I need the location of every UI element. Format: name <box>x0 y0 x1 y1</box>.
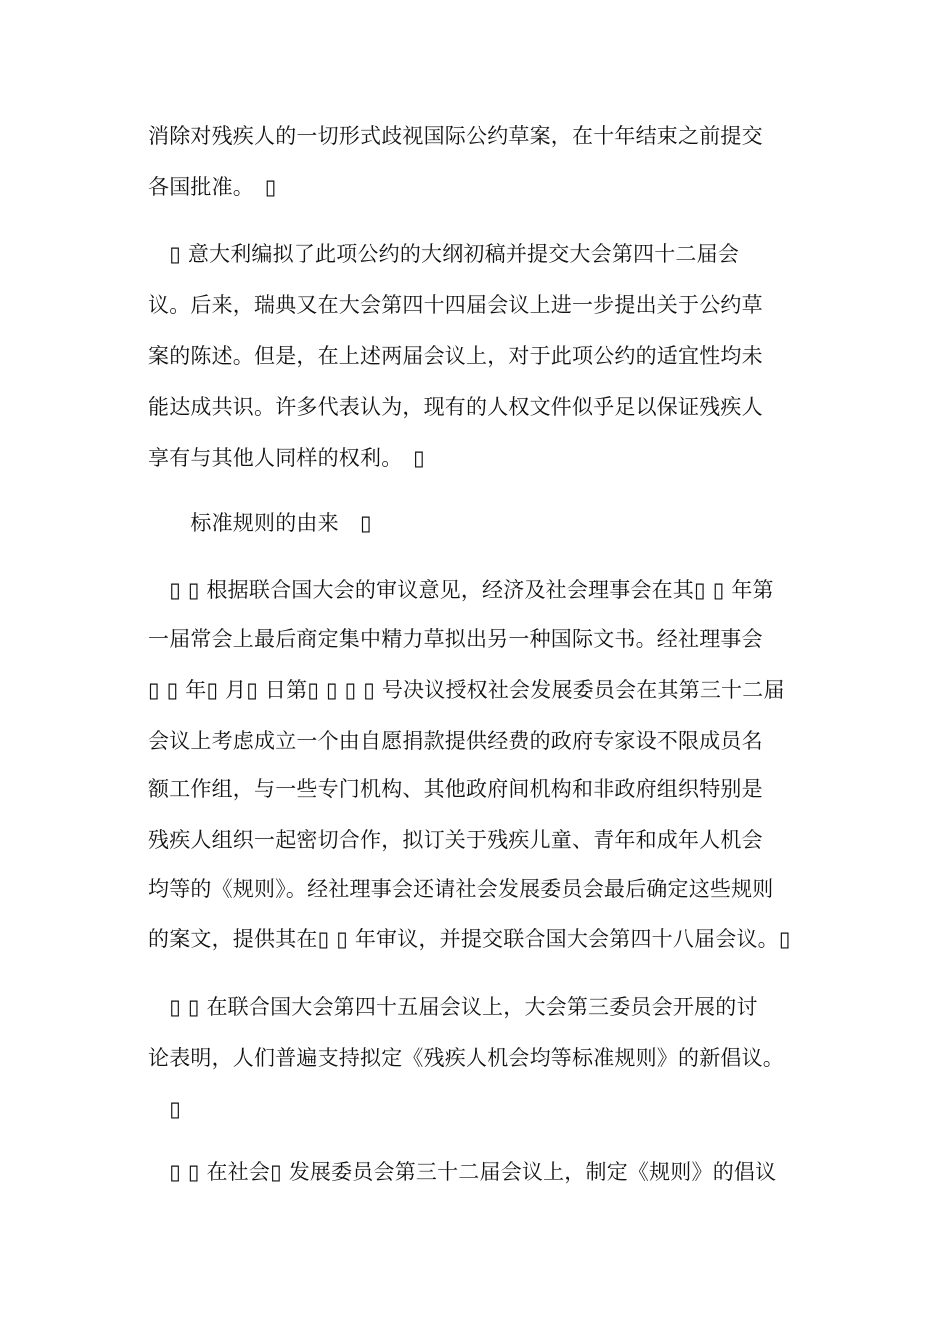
text-line: 一届常会上最后商定集中精力草拟出另一种国际文书。经社理事会 <box>148 627 763 651</box>
text-line: 享有与其他人同样的权利。 ▯ <box>148 446 425 470</box>
text-line: 案的陈述。但是，在上述两届会议上，对于此项公约的适宜性均未 <box>148 344 763 368</box>
text-line: 会议上考虑成立一个由自愿捐款提供经费的政府专家设不限成员名 <box>148 729 763 753</box>
text-line: 额工作组，与一些专门机构、其他政府间机构和非政府组织特别是 <box>148 777 763 801</box>
text-line: 各国批准。 ▯ <box>148 175 277 199</box>
text-line: ▯ 意大利编拟了此项公约的大纲初稿并提交大会第四十二届会 <box>148 242 740 266</box>
text-line: 能达成共识。许多代表认为，现有的人权文件似乎足以保证残疾人 <box>148 395 763 419</box>
text-line: 的案文，提供其在▯ ▯ 年审议，并提交联合国大会第四十八届会议。▯ <box>148 927 791 951</box>
text-line: 均等的《规则》。经社理事会还请社会发展委员会最后确定这些规则 <box>148 877 774 901</box>
section-heading: 标准规则的由来 ▯ <box>148 511 372 535</box>
text-line: 消除对残疾人的一切形式歧视国际公约草案，在十年结束之前提交 <box>148 124 763 148</box>
text-line: ▯ ▯ 在社会▯ 发展委员会第三十二届会议上，制定《规则》的倡议 <box>148 1160 777 1184</box>
text-line: 论表明，人们普遍支持拟定《残疾人机会均等标准规则》的新倡议。 <box>148 1046 784 1070</box>
text-line: 议。后来，瑞典又在大会第四十四届会议上进一步提出关于公约草 <box>148 293 763 317</box>
text-line: 残疾人组织一起密切合作，拟订关于残疾儿童、青年和成年人机会 <box>148 828 763 852</box>
text-line: ▯ ▯ 根据联合国大会的审议意见，经济及社会理事会在其▯ ▯ 年第 <box>148 578 774 602</box>
text-line: ▯ ▯ 在联合国大会第四十五届会议上，大会第三委员会开展的讨 <box>148 995 758 1019</box>
text-line: ▯ <box>148 1097 181 1121</box>
text-line: ▯ ▯ 年▯ 月▯ 日第▯ ▯ ▯ ▯ 号决议授权社会发展委员会在其第三十二届 <box>148 678 785 702</box>
